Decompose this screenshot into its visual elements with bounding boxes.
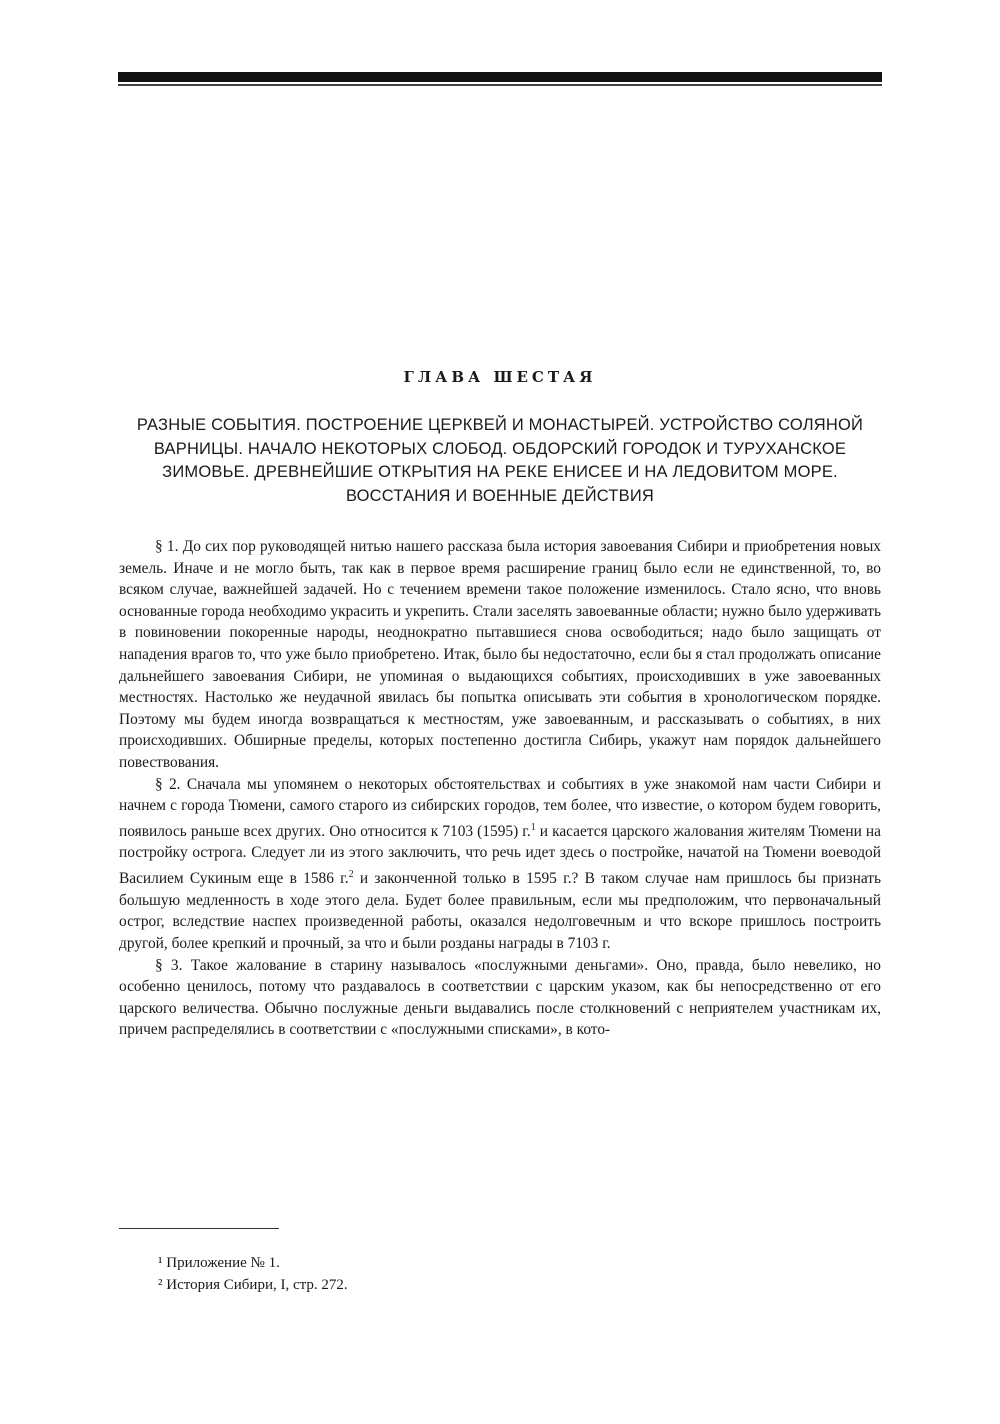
footnotes (158, 1252, 858, 1296)
footnote-mark-1[interactable]: 1 (530, 821, 536, 833)
footnote-mark-2[interactable]: 2 (348, 869, 354, 881)
header-rule (118, 72, 882, 82)
footnote-1: ¹ Приложение № 1. (158, 1255, 280, 1271)
header-rule-thin (118, 84, 882, 86)
chapter-title: РАЗНЫЕ СОБЫТИЯ. ПОСТРОЕНИЕ ЦЕРКВЕЙ И МОНАСТЫРЕЙ. УСТРОЙСТВО СОЛЯНОЙ ВАРНИЦЫ. НАЧАЛО НЕКОТОРЫХ СЛОБОД. ОБДОРСКИЙ ГОРОДОК И ТУРУХАНСКОЕ ЗИМОВЬЕ. ДРЕВНЕЙШИЕ ОТКРЫТИЯ НА РЕКЕ ЕНИСЕЕ И НА ЛЕДОВИТОМ МОРЕ. ВОССТАНИЯ И ВОЕННЫЕ ДЕЙСТВИЯ (136, 416, 864, 505)
footnote-rule (119, 1228, 279, 1229)
body-text (119, 536, 881, 1041)
chapter-label: ГЛАВА ШЕСТАЯ (403, 368, 597, 386)
paragraph-3: § 3. Такое жалование в старину называлось «послужными деньгами». Оно, правда, было невелико, но особенно ценилось, потому что раздавалось в соответствии с царским указом, как бы непосредственно от его царского величества. Обычно послужные деньги выдавались после столкновений с неприятелем участникам их, причем распределялись в соответствии с «послужными списками», в кото- (119, 956, 881, 1039)
paragraph-2-part-b: и касается царского жалования жителям Тюмени на постройку острога. Следует ли из этого заключить, что речь идет здесь о постройке, начатой на Тюмени воеводой Василием Сукиным еще в 1586 г. (119, 822, 881, 888)
paragraph-2 (119, 774, 881, 955)
paragraph-1: § 1. До сих пор руководящей нитью нашего рассказа была история завоевания Сибири и приобретения новых земель. Иначе и не могло быть, так как в первое время расширение границ было если не единственной, то, во всяком случае, важнейшей задачей. Но с течением времени такое положение изменилось. Стало ясно, что вновь основанные города необходимо украсить и укрепить. Стали заселять завоеванные области; нужно было удерживать в повиновении покоренные народы, неоднократно пытавшиеся снова освободиться; надо было защищать от нападения врагов то, что уже было приобретено. Итак, было бы недостаточно, если бы я стал продолжать описание дальнейшего завоевания Сибири, не упоминая о выдающихся событиях, происходивших в уже завоеванных местностях. Настолько же неудачной явилась бы попытка описывать эти события в хронологическом порядке. Поэтому мы будем иногда возвращаться к местностям, уже завоеванным, и рассказывать о событиях, в них происходивших. Обширные пределы, которых постепенно достигла Сибирь, укажут нам порядок дальнейшего повествования. (119, 538, 881, 771)
footnote-2: ² История Сибири, I, стр. 272. (158, 1277, 348, 1293)
paragraph-2-part-a: § 2. Сначала мы упомянем о некоторых обстоятельствах и событиях в уже знакомой нам части Сибири и начнем с города Тюмени, самого старого из сибирских городов, тем более, что известие, о котором будем говорить, появилось раньше всех других. Оно относится к 7103 (1595) г. (119, 775, 881, 840)
paragraph-2-part-c: и законченной только в 1595 г.? В таком случае нам пришлось бы признать большую медленность в ходе этого дела. Будет более правильным, если мы предположим, что первоначальный острог, вследствие наспех произведенной работы, оказался недолговечным и что вскоре пришлось построить другой, более крепкий и прочный, за что и были розданы награды в 7103 г. (119, 870, 882, 952)
